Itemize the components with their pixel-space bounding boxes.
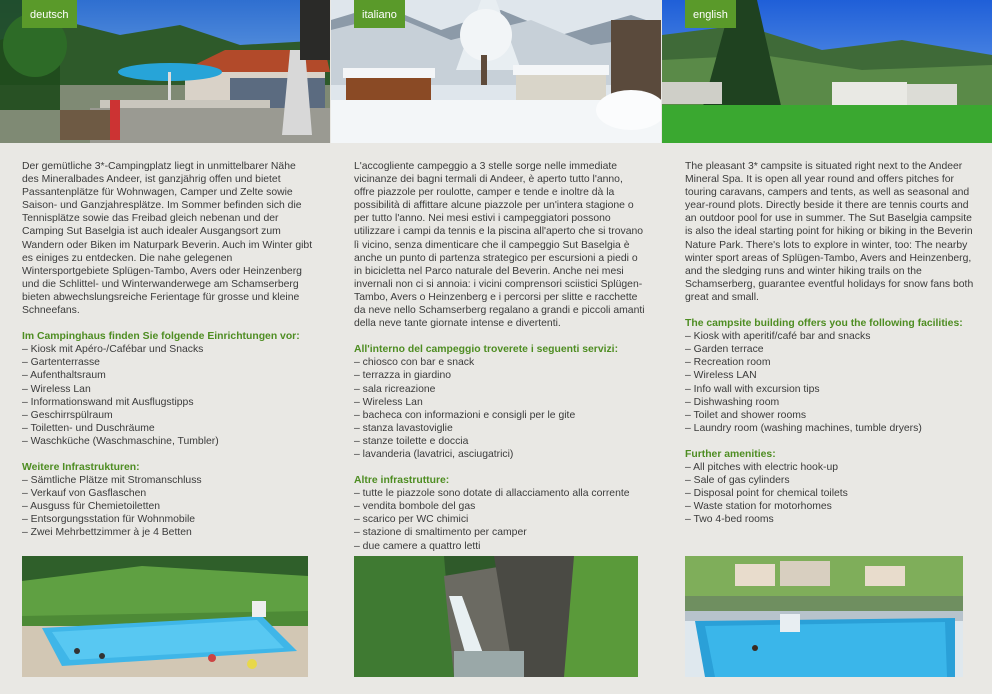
list-item: – vendita bombole del gas	[354, 501, 476, 513]
facilities-heading: All'interno del campeggio troverete i seguenti servizi:	[354, 344, 619, 356]
waterfall-photo	[354, 556, 638, 677]
facilities-heading: Im Campinghaus finden Sie folgende Einrichtungen vor:	[22, 331, 300, 343]
infrastructure-list	[685, 461, 977, 526]
list-item: – Dishwashing room	[685, 396, 780, 408]
list-item: – Wireless Lan	[22, 383, 91, 395]
list-item: – stanza lavastoviglie	[354, 422, 453, 434]
list-item: – All pitches with electric hook-up	[685, 461, 839, 473]
list-item: – Toiletten- und Duschräume	[22, 422, 155, 434]
list-item: – Sämtliche Plätze mit Stromanschluss	[22, 475, 202, 487]
infrastructure-list	[22, 474, 314, 539]
list-item: – Ausguss für Chemietoiletten	[22, 501, 161, 513]
english-column	[685, 160, 977, 539]
list-item: – Info wall with excursion tips	[685, 383, 820, 395]
list-item: – stazione di smaltimento per camper	[354, 527, 527, 539]
list-item: – Wireless LAN	[685, 370, 757, 382]
list-item: – tutte le piazzole sono dotate di allacciamento alla corrente	[354, 488, 630, 500]
list-item: – Toilet and shower rooms	[685, 409, 807, 421]
italian-column	[354, 160, 646, 566]
facilities-list	[22, 343, 314, 448]
tab-english[interactable]: english	[685, 0, 736, 28]
list-item: – Kiosk mit Apéro-/Cafébar und Snacks	[22, 344, 204, 356]
list-item: – Zwei Mehrbettzimmer à je 4 Betten	[22, 527, 192, 539]
infrastructure-heading: Further amenities:	[685, 448, 776, 460]
list-item: – Informationswand mit Ausflugstipps	[22, 396, 194, 408]
intro-text: The pleasant 3* campsite is situated right next to the Andeer Mineral Spa. It is open all year round and offers pitches for touring caravans, campers and tents, as well as seasonal and year-round plots. Directly beside it there are tennis courts and an outdoor pool for use in summer. The Sut Baselgia campsite is also the ideal starting point for hiking or biking in the Beverin Nature Park. There's lots to explore in winter, too: The nearby winter sport areas of Splügen-Tambo, Avers and Heinzenberg, and the sledging runs and winter hiking trails on the Schamserberg, guarantee eventful holidays for snow fans both great and small.	[685, 161, 974, 303]
list-item: – Recreation room	[685, 357, 771, 369]
list-item: – Garden terrace	[685, 344, 764, 356]
tab-deutsch[interactable]: deutsch	[22, 0, 77, 28]
outdoor-pool-photo	[22, 556, 308, 677]
list-item: – Laundry room (washing machines, tumble dryers)	[685, 422, 922, 434]
list-item: – Entsorgungsstation für Wohnmobile	[22, 514, 196, 526]
list-item: – bacheca con informazioni e consigli per le gite	[354, 409, 576, 421]
list-item: – scarico per WC chimici	[354, 514, 469, 526]
facilities-list	[354, 356, 646, 461]
list-item: – Waschküche (Waschmaschine, Tumbler)	[22, 435, 219, 447]
list-item: – Kiosk with aperitif/café bar and snacks	[685, 331, 871, 343]
list-item: – stanze toilette e doccia	[354, 435, 469, 447]
facilities-heading: The campsite building offers you the following facilities:	[685, 318, 963, 330]
list-item: – Gartenterrasse	[22, 357, 100, 369]
list-item: – Disposal point for chemical toilets	[685, 488, 848, 500]
list-item: – due camere a quattro letti	[354, 540, 481, 552]
intro-text: Der gemütliche 3*-Campingplatz liegt in unmittelbarer Nähe des Mineralbades Andeer, ist ganzjährig offen und bietet Passantenplätze für Wohnwagen, Camper und Zelte sowie Saison- und Ganzjahresplätze. Im Sommer befinden sich die Tennisplätze sowie das Freibad gleich nebenan und der Camping Sut Baselgia ist auch idealer Ausgangsort zum Wandern oder Biken im Naturpark Beverin. Auch im Winter gibt es einiges zu entdecken. Die nahe gelegenen Wintersportgebiete Splügen-Tambo, Avers oder Heinzenberg und die Schlittel- und Winterwanderwege am Schamserberg bieten abwechslungsreiche Ferientage für grosse und kleine Schneefans.	[22, 161, 313, 317]
spa-pool-photo	[685, 556, 963, 677]
german-column	[22, 160, 314, 553]
list-item: – Aufenthaltsraum	[22, 370, 106, 382]
list-item: – terrazza in giardino	[354, 370, 452, 382]
infrastructure-heading: Weitere Infrastrukturen:	[22, 461, 140, 473]
facilities-list	[685, 330, 977, 435]
intro-text: L'accogliente campeggio a 3 stelle sorge nelle immediate vicinanze dei bagni termali di Andeer, è aperto tutto l'anno, offre piazzole per roulotte, camper e tende e inoltre dà la possibilità di affittare alcune piazzole per un'intera stagione o per tutto l'anno. Nei mesi estivi i campeggiatori possono utilizzare i campi da tennis e la piscina all'aperto che si trovano lì vicino, senza dimenticare che il campeggio Sut Baselgia è anche un punto di partenza strategico per escursioni a piedi o in bicicletta nel Parco naturale del Beverin. Anche nei mesi invernali non ci si annoia: i vicini comprensori sciistici Splügen-Tambo, Avers o Heinzenberg e i percorsi per slitte e racchette da neve nello Schamserberg regalano a grandi e piccoli amanti della neve tante giornate intense e divertenti.	[354, 161, 645, 330]
list-item: – sala ricreazione	[354, 383, 436, 395]
list-item: – Waste station for motorhomes	[685, 501, 832, 513]
list-item: – Wireless Lan	[354, 396, 423, 408]
list-item: – Verkauf von Gasflaschen	[22, 488, 147, 500]
tab-italiano[interactable]: italiano	[354, 0, 405, 28]
list-item: – Two 4-bed rooms	[685, 514, 774, 526]
list-item: – Geschirrspülraum	[22, 409, 113, 421]
infrastructure-heading: Altre infrastrutture:	[354, 475, 450, 487]
list-item: – chiosco con bar e snack	[354, 357, 475, 369]
list-item: – Sale of gas cylinders	[685, 475, 790, 487]
list-item: – lavanderia (lavatrici, asciugatrici)	[354, 448, 514, 460]
infrastructure-list	[354, 487, 646, 552]
